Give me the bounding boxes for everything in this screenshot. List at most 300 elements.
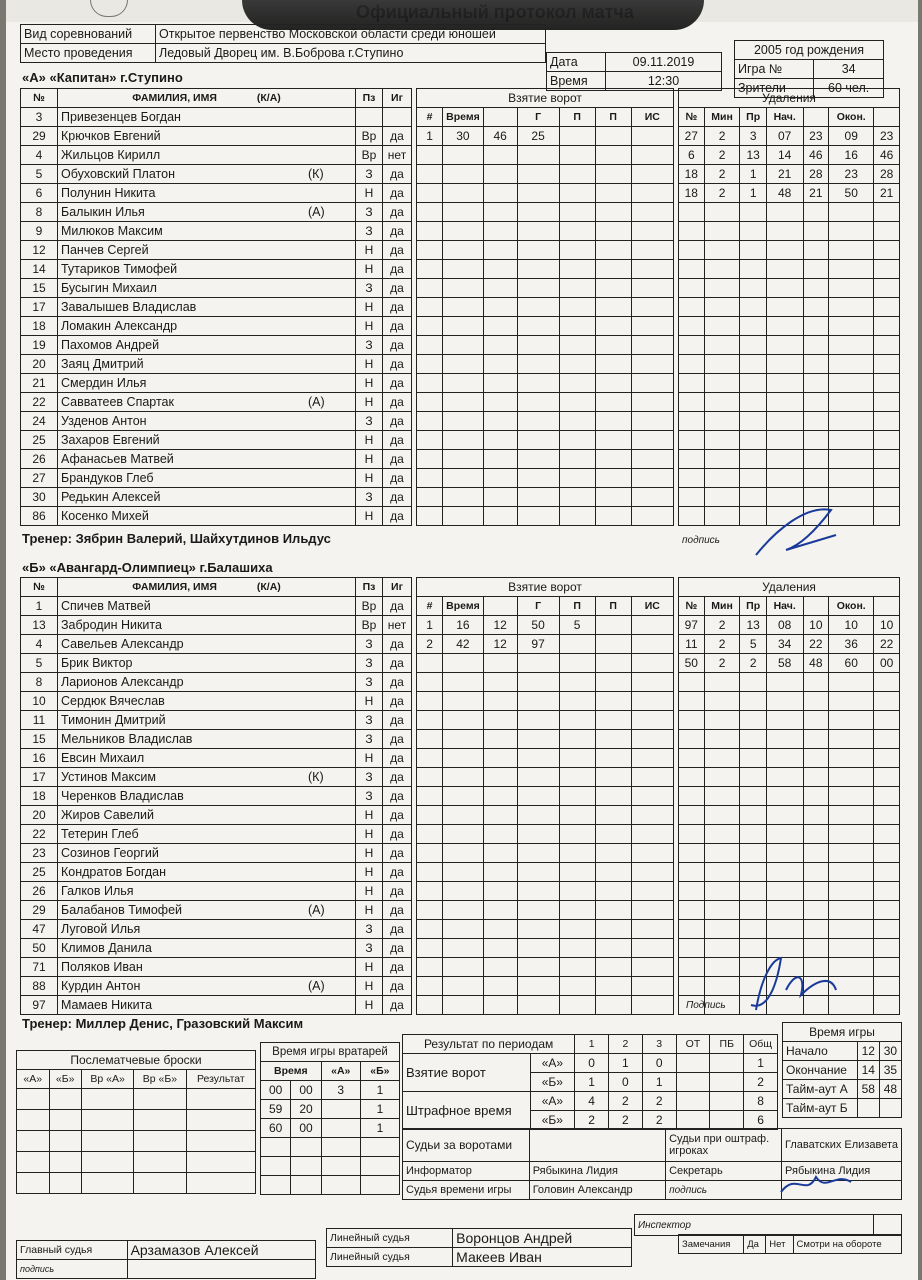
player-name: Заяц Дмитрий: [61, 357, 144, 371]
goal-cell: [595, 260, 631, 279]
player-position: З: [356, 222, 383, 241]
penalty-cell: [766, 749, 803, 768]
player-position: Н: [356, 901, 383, 920]
game-time-table: [782, 1022, 902, 1118]
goal-cell: [559, 203, 595, 222]
player-position: З: [356, 488, 383, 507]
goal-cell: [517, 673, 559, 692]
goal-row: [417, 616, 674, 635]
player-name-cell: [58, 317, 356, 336]
player-name-cell: [58, 654, 356, 673]
player-number: 12: [21, 241, 58, 260]
goal-cell: [417, 260, 443, 279]
linesmen-table: [326, 1228, 632, 1267]
table-row: [21, 279, 412, 298]
penalty-cell: [803, 412, 829, 431]
goals-col: П: [559, 108, 595, 127]
goal-cell: [443, 146, 484, 165]
goal-cell: [517, 977, 559, 996]
goal-cell: [417, 825, 443, 844]
goal-row: [417, 958, 674, 977]
player-name: Панчев Сергей: [61, 243, 149, 257]
goal-cell: 1: [417, 616, 443, 635]
player-plays: да: [383, 730, 412, 749]
penalty-cell: [829, 882, 874, 901]
gk-cell: 3: [321, 1081, 360, 1100]
goal-cell: [559, 450, 595, 469]
table-row: [21, 450, 412, 469]
penalty-cell: [766, 768, 803, 787]
player-position: Н: [356, 184, 383, 203]
goal-row: [417, 711, 674, 730]
goal-cell: [417, 673, 443, 692]
goal-cell: [483, 920, 517, 939]
penalty-cell: [803, 787, 829, 806]
player-number: 50: [21, 939, 58, 958]
penalty-cell: [766, 920, 803, 939]
shootout-cell: [49, 1173, 81, 1194]
player-name: Милюков Максим: [61, 224, 163, 238]
player-name: Узденов Антон: [61, 414, 147, 428]
goal-cell: [595, 146, 631, 165]
period-cell: 4: [575, 1092, 609, 1111]
goal-cell: [631, 863, 673, 882]
goal-cell: [483, 146, 517, 165]
birth-year: 2005 год рождения: [735, 41, 884, 60]
spectators-value: 60 чел.: [814, 79, 884, 98]
goal-row: [417, 279, 674, 298]
shootout-cell: [81, 1089, 133, 1110]
game-time-value: 58: [857, 1080, 879, 1099]
period-cell: 2: [609, 1092, 643, 1111]
team-b-signature: [736, 950, 856, 1020]
referee-sign-label: подпись: [17, 1260, 128, 1279]
period-col: 3: [642, 1035, 676, 1054]
goal-cell: [517, 882, 559, 901]
player-plays: да: [383, 977, 412, 996]
penalty-cell: [766, 863, 803, 882]
col-name: [58, 89, 356, 108]
penalty-cell: [803, 317, 829, 336]
penalty-row: [679, 768, 900, 787]
penalty-cell: [874, 958, 900, 977]
goal-cell: [517, 768, 559, 787]
goal-cell: [417, 844, 443, 863]
penalty-cell: [740, 920, 766, 939]
penalty-cell: [803, 882, 829, 901]
goal-cell: [483, 749, 517, 768]
timekeeper-value: Головин Александр: [529, 1181, 665, 1200]
player-name-cell: [58, 488, 356, 507]
penalty-cell: [766, 673, 803, 692]
penalty-cell: [874, 203, 900, 222]
col-pz: Пз: [356, 578, 383, 597]
penalty-cell: 1: [740, 184, 766, 203]
player-number: 8: [21, 203, 58, 222]
penalty-cell: [874, 298, 900, 317]
penalty-cell: [766, 241, 803, 260]
table-row: [21, 901, 412, 920]
goal-cell: [443, 939, 484, 958]
penalty-cell: [704, 393, 740, 412]
goal-cell: [483, 279, 517, 298]
penalty-cell: [704, 787, 740, 806]
goal-cell: [517, 336, 559, 355]
goal-cell: [559, 806, 595, 825]
gk-cell: [291, 1157, 321, 1176]
player-position: Н: [356, 431, 383, 450]
penalty-cell: [740, 673, 766, 692]
player-name-cell: [58, 920, 356, 939]
penalty-cell: [679, 355, 705, 374]
goal-cell: [517, 863, 559, 882]
goal-row: [417, 768, 674, 787]
penalty-row: [679, 298, 900, 317]
penalty-cell: [829, 317, 874, 336]
goal-cell: [595, 298, 631, 317]
player-name-cell: [58, 806, 356, 825]
remarks-cell: Замечания: [679, 1235, 744, 1254]
table-row: [21, 654, 412, 673]
goal-cell: [631, 222, 673, 241]
goal-cell: [417, 507, 443, 526]
penalty-cell: [803, 806, 829, 825]
penalty-row: [679, 692, 900, 711]
gk-cell: [321, 1119, 360, 1138]
goal-cell: [517, 730, 559, 749]
player-name: Черенков Владислав: [61, 789, 184, 803]
player-plays: да: [383, 711, 412, 730]
linesman1-value: Воронцов Андрей: [453, 1229, 632, 1248]
goal-cell: [483, 768, 517, 787]
penalty-row: [679, 279, 900, 298]
goal-cell: [483, 673, 517, 692]
goal-cell: [417, 977, 443, 996]
penalty-cell: [874, 507, 900, 526]
goal-cell: [517, 146, 559, 165]
player-name: Балабанов Тимофей: [61, 903, 183, 917]
player-position: З: [356, 730, 383, 749]
penalty-cell: 58: [766, 654, 803, 673]
player-number: 25: [21, 431, 58, 450]
penalty-cell: [874, 431, 900, 450]
period-cell: [710, 1054, 744, 1073]
penalty-cell: [704, 939, 740, 958]
penalty-cell: [829, 374, 874, 393]
team-a-name: «А» «Капитан» г.Ступино: [22, 70, 183, 85]
penalty-row: [679, 222, 900, 241]
penalty-cell: [704, 355, 740, 374]
penalty-cell: [679, 768, 705, 787]
player-name: Савельев Александр: [61, 637, 184, 651]
goals-col: #: [417, 108, 443, 127]
player-name: Поляков Иван: [61, 960, 143, 974]
goal-cell: [517, 920, 559, 939]
goal-cell: [443, 806, 484, 825]
penalty-cell: 23: [829, 165, 874, 184]
penalty-cell: [829, 412, 874, 431]
goal-cell: [559, 825, 595, 844]
penalty-cell: 28: [803, 165, 829, 184]
player-position: Н: [356, 958, 383, 977]
player-name-cell: [58, 749, 356, 768]
table-row: [21, 692, 412, 711]
player-name-cell: [58, 355, 356, 374]
table-row: [21, 241, 412, 260]
penalty-cell: [874, 939, 900, 958]
goal-cell: 46: [483, 127, 517, 146]
player-number: 8: [21, 673, 58, 692]
shootout-col: «А»: [17, 1070, 50, 1089]
player-number: 19: [21, 336, 58, 355]
penalty-cell: [803, 920, 829, 939]
game-time-value: [879, 1099, 901, 1118]
table-row: [21, 768, 412, 787]
penalty-cell: [766, 317, 803, 336]
team-tag: «Б»: [530, 1073, 575, 1092]
goal-cell: [517, 393, 559, 412]
goal-cell: [595, 336, 631, 355]
game-time-value: 14: [857, 1061, 879, 1080]
goal-cell: [443, 920, 484, 939]
goal-row: [417, 146, 674, 165]
goal-cell: [483, 241, 517, 260]
goal-cell: [595, 787, 631, 806]
player-name-cell: [58, 768, 356, 787]
player-plays: да: [383, 450, 412, 469]
penalty-col: [803, 597, 829, 616]
goal-cell: [559, 298, 595, 317]
player-number: 6: [21, 184, 58, 203]
period-cell: [710, 1092, 744, 1111]
goal-cell: [559, 977, 595, 996]
penalty-cell: [704, 844, 740, 863]
goal-cell: [595, 165, 631, 184]
goal-cell: [595, 488, 631, 507]
goal-row: [417, 469, 674, 488]
gk-cell: [321, 1138, 360, 1157]
team-b-goals-table: [416, 577, 674, 1015]
goal-cell: [595, 635, 631, 654]
goal-cell: [443, 241, 484, 260]
penalty-cell: [740, 450, 766, 469]
goal-cell: [517, 844, 559, 863]
goal-cell: [483, 806, 517, 825]
player-plays: да: [383, 768, 412, 787]
goal-row: [417, 431, 674, 450]
penalty-cell: 13: [740, 146, 766, 165]
penalty-row: [679, 730, 900, 749]
goal-cell: [443, 749, 484, 768]
penalty-cell: [803, 222, 829, 241]
player-number: 15: [21, 730, 58, 749]
player-position: Н: [356, 863, 383, 882]
penalty-cell: [679, 673, 705, 692]
player-plays: да: [383, 355, 412, 374]
goal-cell: [443, 882, 484, 901]
goal-cell: [483, 488, 517, 507]
goal-cell: [631, 279, 673, 298]
goal-cell: [517, 787, 559, 806]
player-plays: [383, 108, 412, 127]
goal-cell: [417, 412, 443, 431]
goal-cell: [443, 184, 484, 203]
penalty-cell: 60: [829, 654, 874, 673]
penalty-cell: [803, 711, 829, 730]
penalty-cell: [829, 336, 874, 355]
penalty-cell: [679, 882, 705, 901]
penalty-cell: [766, 203, 803, 222]
penalty-cell: [874, 450, 900, 469]
game-no-label: Игра №: [735, 60, 814, 79]
player-position: З: [356, 711, 383, 730]
goal-cell: [443, 673, 484, 692]
player-number: 17: [21, 768, 58, 787]
goal-cell: [483, 165, 517, 184]
table-row: [21, 806, 412, 825]
player-name: Луговой Илья: [61, 922, 141, 936]
penalty-cell: [874, 241, 900, 260]
penalty-cell: [803, 450, 829, 469]
penalty-cell: [803, 279, 829, 298]
period-cell: [710, 1073, 744, 1092]
player-number: 3: [21, 108, 58, 127]
goal-cell: [559, 882, 595, 901]
period-cell: 0: [609, 1073, 643, 1092]
penalty-cell: [679, 298, 705, 317]
gk-cell: [360, 1157, 399, 1176]
player-number: 17: [21, 298, 58, 317]
table-row: [21, 787, 412, 806]
table-row: [21, 882, 412, 901]
penalty-cell: [829, 825, 874, 844]
player-number: 26: [21, 450, 58, 469]
table-row: [21, 412, 412, 431]
penalty-cell: [704, 279, 740, 298]
goal-cell: [517, 901, 559, 920]
goals-title: Взятие ворот: [417, 89, 674, 108]
penalty-cell: [740, 279, 766, 298]
col-pz: Пз: [356, 89, 383, 108]
goal-cell: [559, 730, 595, 749]
player-plays: да: [383, 863, 412, 882]
goal-cell: [559, 279, 595, 298]
goal-cell: 1: [417, 127, 443, 146]
player-position: Н: [356, 996, 383, 1015]
gk-cell: 1: [360, 1119, 399, 1138]
goal-cell: [517, 692, 559, 711]
goal-cell: [631, 806, 673, 825]
goal-cell: [595, 958, 631, 977]
penalty-cell: [874, 730, 900, 749]
penalty-cell: [740, 336, 766, 355]
period-cell: 1: [744, 1054, 778, 1073]
goal-cell: [595, 469, 631, 488]
shootout-cell: [186, 1110, 255, 1131]
penalty-cell: [740, 298, 766, 317]
goal-cell: [559, 844, 595, 863]
penalty-col: [874, 597, 900, 616]
penalty-cell: [704, 469, 740, 488]
penalty-cell: [704, 901, 740, 920]
player-position: Н: [356, 298, 383, 317]
goal-cell: [417, 336, 443, 355]
player-position: З: [356, 673, 383, 692]
goal-cell: [631, 241, 673, 260]
penalty-cell: [803, 469, 829, 488]
goal-cell: [443, 996, 484, 1015]
penalty-cell: 1: [740, 165, 766, 184]
player-role: (К): [308, 167, 324, 181]
goal-cell: [483, 336, 517, 355]
player-name-cell: [58, 165, 356, 184]
player-role: (К): [308, 770, 324, 784]
penalty-cell: [766, 412, 803, 431]
linesman2-value: Макеев Иван: [453, 1248, 632, 1267]
player-position: Н: [356, 260, 383, 279]
penalty-row: [679, 616, 900, 635]
player-plays: да: [383, 882, 412, 901]
penalty-col: Мин: [704, 597, 740, 616]
player-plays: нет: [383, 146, 412, 165]
player-position: З: [356, 635, 383, 654]
penalty-col: [874, 108, 900, 127]
goal-cell: [631, 507, 673, 526]
penalty-cell: [803, 260, 829, 279]
player-position: Н: [356, 450, 383, 469]
penalty-cell: [803, 374, 829, 393]
player-name: Спичев Матвей: [61, 599, 151, 613]
goal-cell: [417, 374, 443, 393]
gk-cell: 20: [291, 1100, 321, 1119]
goal-row: [417, 488, 674, 507]
goal-cell: [631, 616, 673, 635]
venue-value: Ледовый Дворец им. В.Боброва г.Ступино: [156, 44, 546, 63]
penalty-cell: 34: [766, 635, 803, 654]
player-name-cell: [58, 431, 356, 450]
player-name-cell: [58, 825, 356, 844]
gk-cell: 00: [291, 1081, 321, 1100]
penalties-title: Удаления: [679, 89, 900, 108]
penalty-cell: [874, 920, 900, 939]
goal-cell: [443, 222, 484, 241]
player-number: 86: [21, 507, 58, 526]
shootout-title: Послематчевые броски: [17, 1051, 256, 1070]
penalty-row: [679, 355, 900, 374]
penalty-cell: [766, 393, 803, 412]
goal-cell: [483, 374, 517, 393]
goal-row: [417, 260, 674, 279]
gk-cell: [291, 1138, 321, 1157]
player-name-cell: [58, 108, 356, 127]
table-row: [21, 393, 412, 412]
goal-cell: [517, 939, 559, 958]
goal-cell: [595, 317, 631, 336]
team-a-roster-table: [20, 88, 412, 526]
remarks-cell: Да: [744, 1235, 766, 1254]
penalty-row: [679, 431, 900, 450]
goal-cell: [517, 222, 559, 241]
goal-cell: [595, 806, 631, 825]
period-row-label: Штрафное время: [403, 1092, 531, 1130]
goal-row: [417, 654, 674, 673]
penalty-row: [679, 412, 900, 431]
penalty-cell: 10: [803, 616, 829, 635]
penalty-cell: [704, 317, 740, 336]
player-name: Обуховский Платон: [61, 167, 175, 181]
goal-cell: [559, 222, 595, 241]
table-row: [21, 977, 412, 996]
